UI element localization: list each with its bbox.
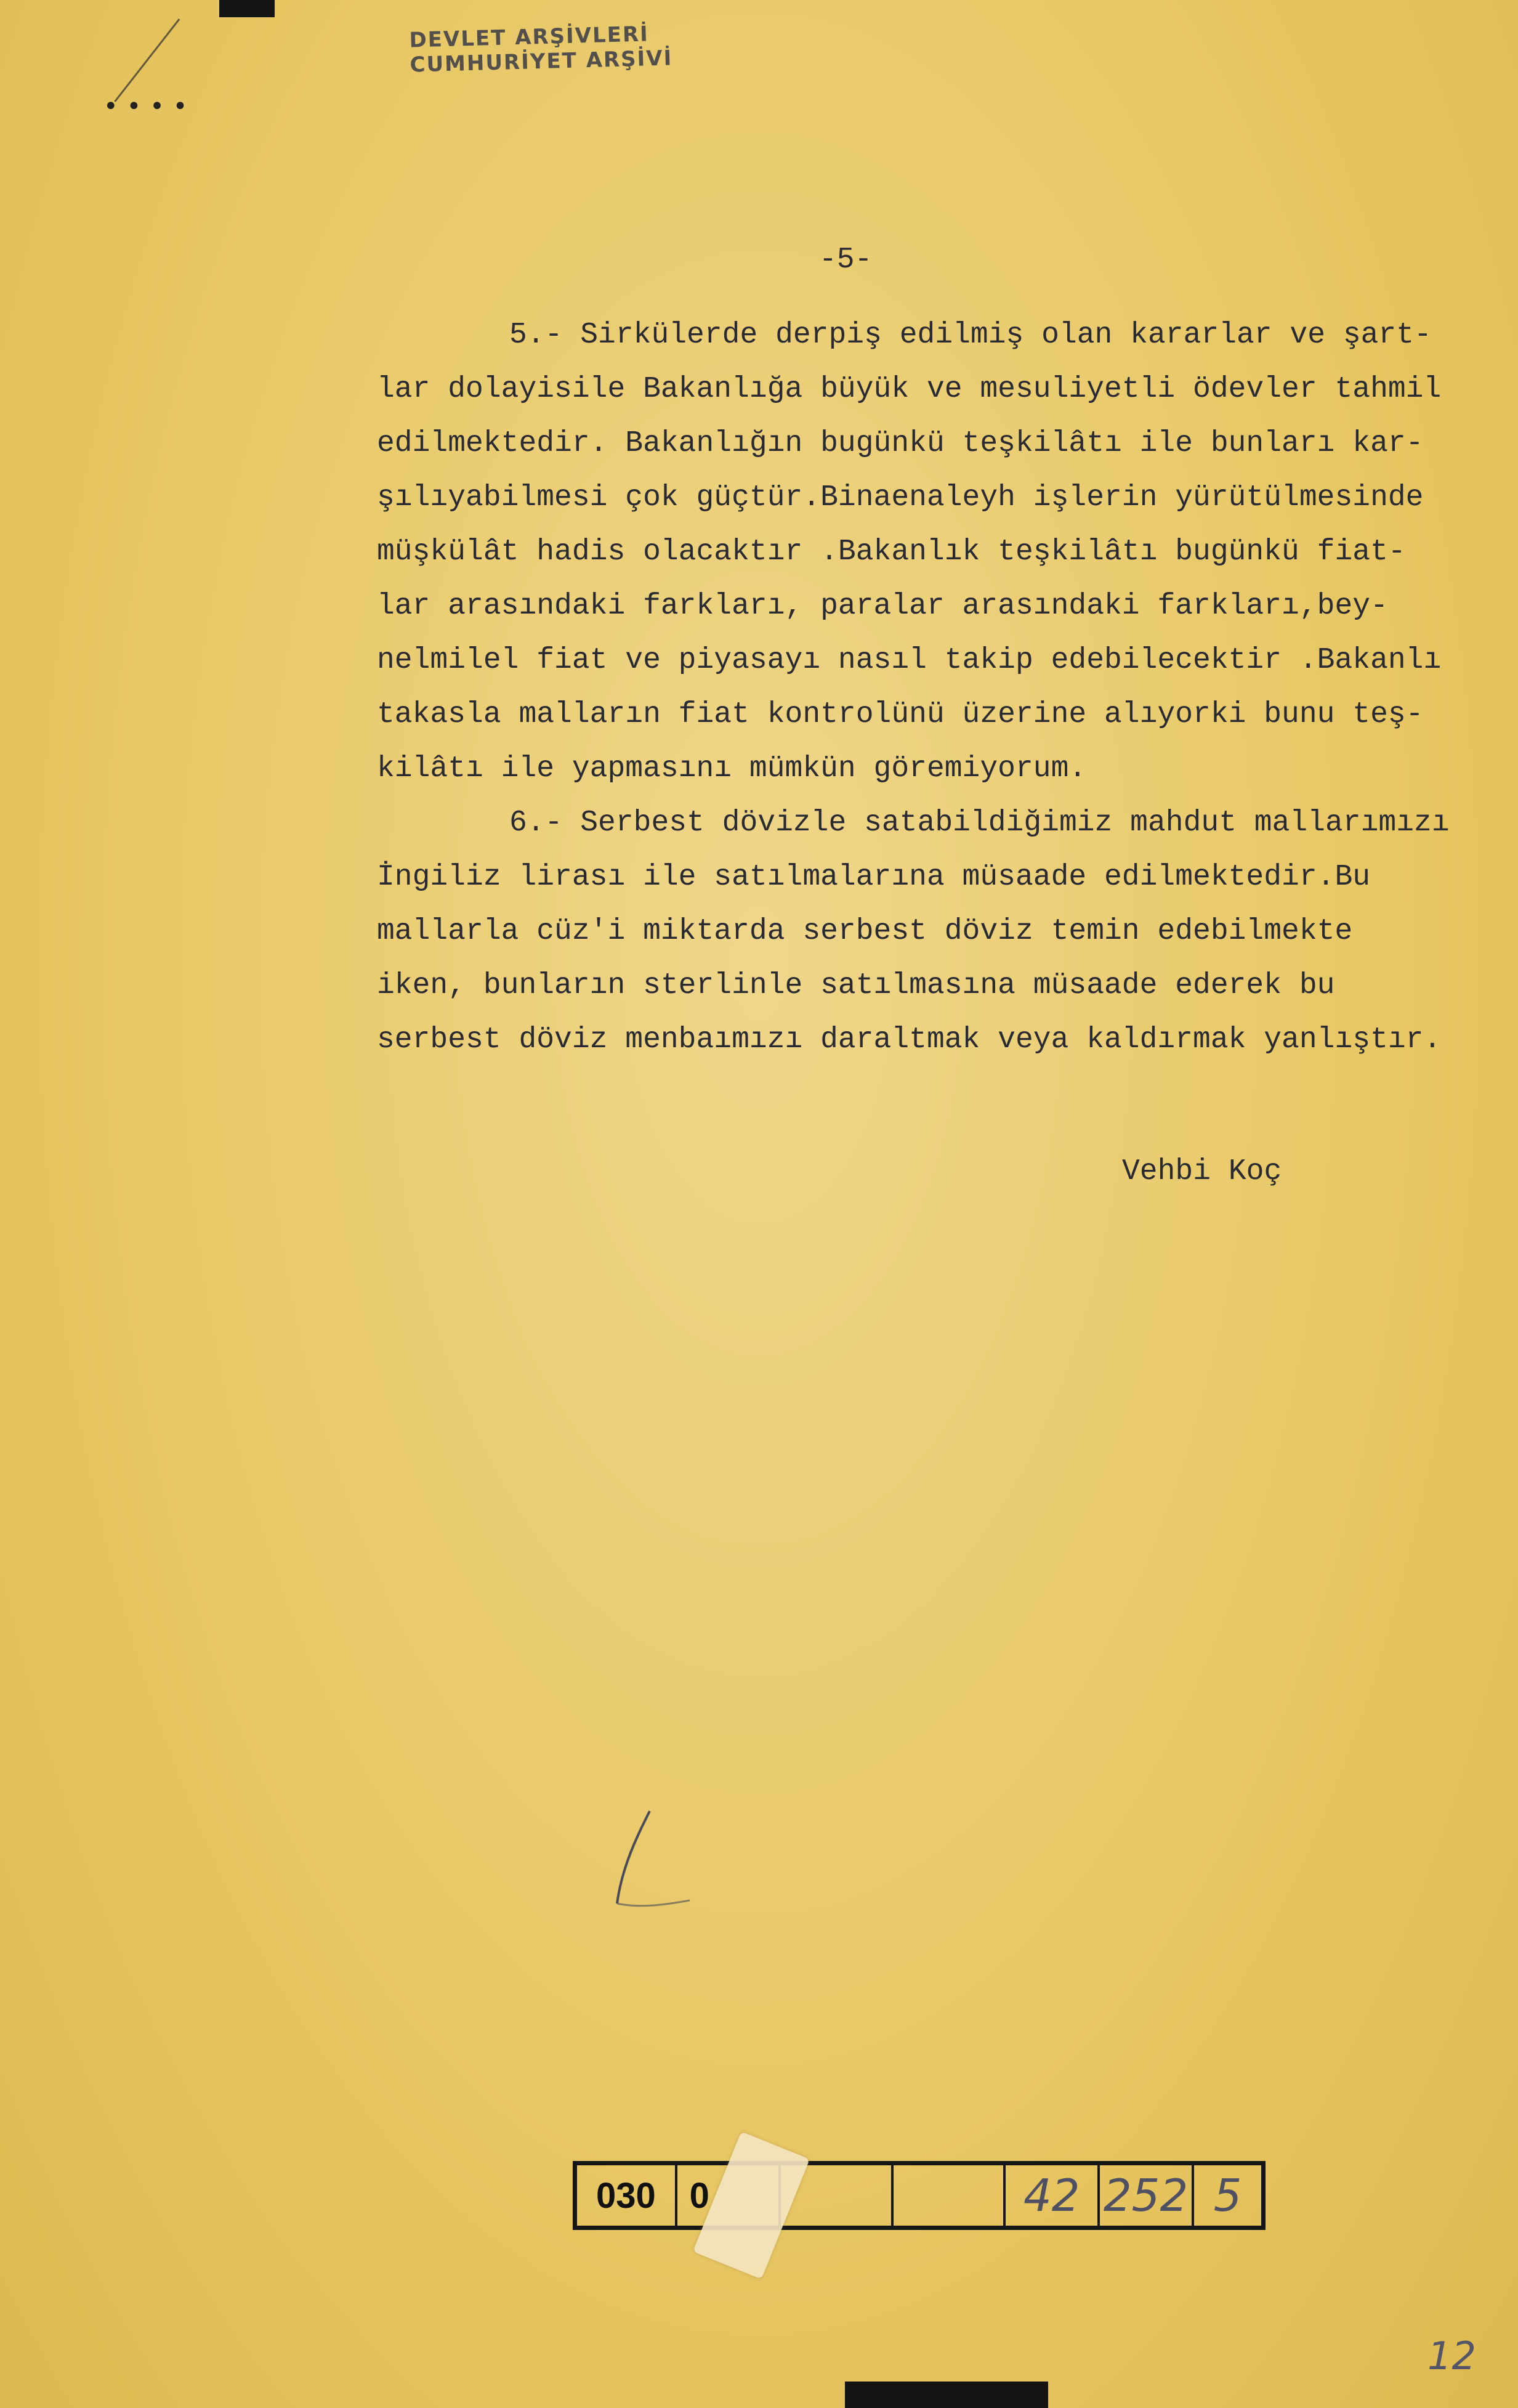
text-line: serbest döviz menbaımızı daraltmak veya kaldırmak yanlıştır.: [377, 1023, 1442, 1056]
margin-dots: ••••: [103, 92, 196, 121]
paragraph-6: [377, 796, 1510, 1067]
letter-body: [377, 308, 1510, 1067]
bottom-edge-mark: [845, 2382, 1048, 2408]
text-line: takasla malların fiat kontrolünü üzerine alıyorki bunu teş-: [377, 698, 1424, 731]
stamp-line-1: DEVLET ARŞİVLERİ: [409, 22, 650, 53]
archive-code-prefix: 030: [577, 2165, 677, 2226]
archive-code-hand-2: 252: [1100, 2165, 1194, 2226]
corner-folio-number: 12: [1427, 2333, 1476, 2378]
stamp-line-2: CUMHURİYET ARŞİVİ: [410, 46, 673, 78]
text-line: edilmektedir. Bakanlığın bugünkü teşkilâtı ile bunları kar-: [377, 427, 1424, 460]
text-line: lar arasındaki farkları, paralar arasındaki farkları,bey-: [377, 590, 1388, 623]
archive-code-empty-cell: [894, 2165, 1006, 2226]
page-number: -5-: [819, 243, 873, 277]
text-line: müşkülât hadis olacaktır .Bakanlık teşkilâtı bugünkü fiat-: [377, 535, 1406, 569]
text-line: kilâtı ile yapmasını mümkün göremiyorum.: [377, 752, 1087, 785]
archive-code-hand-1: 42: [1006, 2165, 1100, 2226]
text-line: mallarla cüz'i miktarda serbest döviz temin edebilmekte: [377, 915, 1353, 948]
text-line: iken, bunların sterlinle satılmasına müsaade ederek bu: [377, 969, 1335, 1002]
paragraph-5: [377, 308, 1510, 796]
archive-stamp: [409, 21, 673, 77]
pen-mark-icon: [610, 1799, 708, 1922]
text-line: 6.- Serbest dövizle satabildiğimiz mahdut mallarımızı: [509, 806, 1450, 840]
top-corner-mark: [219, 0, 275, 17]
text-line: şılıyabilmesi çok güçtür.Binaenaleyh işlerin yürütülmesinde: [377, 481, 1424, 514]
text-line: İngiliz lirası ile satılmalarına müsaade edilmektedir.Bu: [377, 861, 1371, 894]
text-line: lar dolayisile Bakanlığa büyük ve mesuliyetli ödevler tahmil: [377, 373, 1442, 406]
signature-name: Vehbi Koç: [1122, 1155, 1282, 1188]
archive-code-second: 0: [677, 2165, 781, 2226]
archive-code-box: [573, 2161, 1266, 2230]
text-line: nelmilel fiat ve piyasayı nasıl takip edebilecektir .Bakanlı: [377, 644, 1442, 677]
corner-pen-stroke: [114, 18, 180, 102]
text-line: 5.- Sirkülerde derpiş edilmiş olan kararlar ve şart-: [509, 318, 1432, 352]
archive-code-hand-3: 5: [1213, 2170, 1242, 2221]
